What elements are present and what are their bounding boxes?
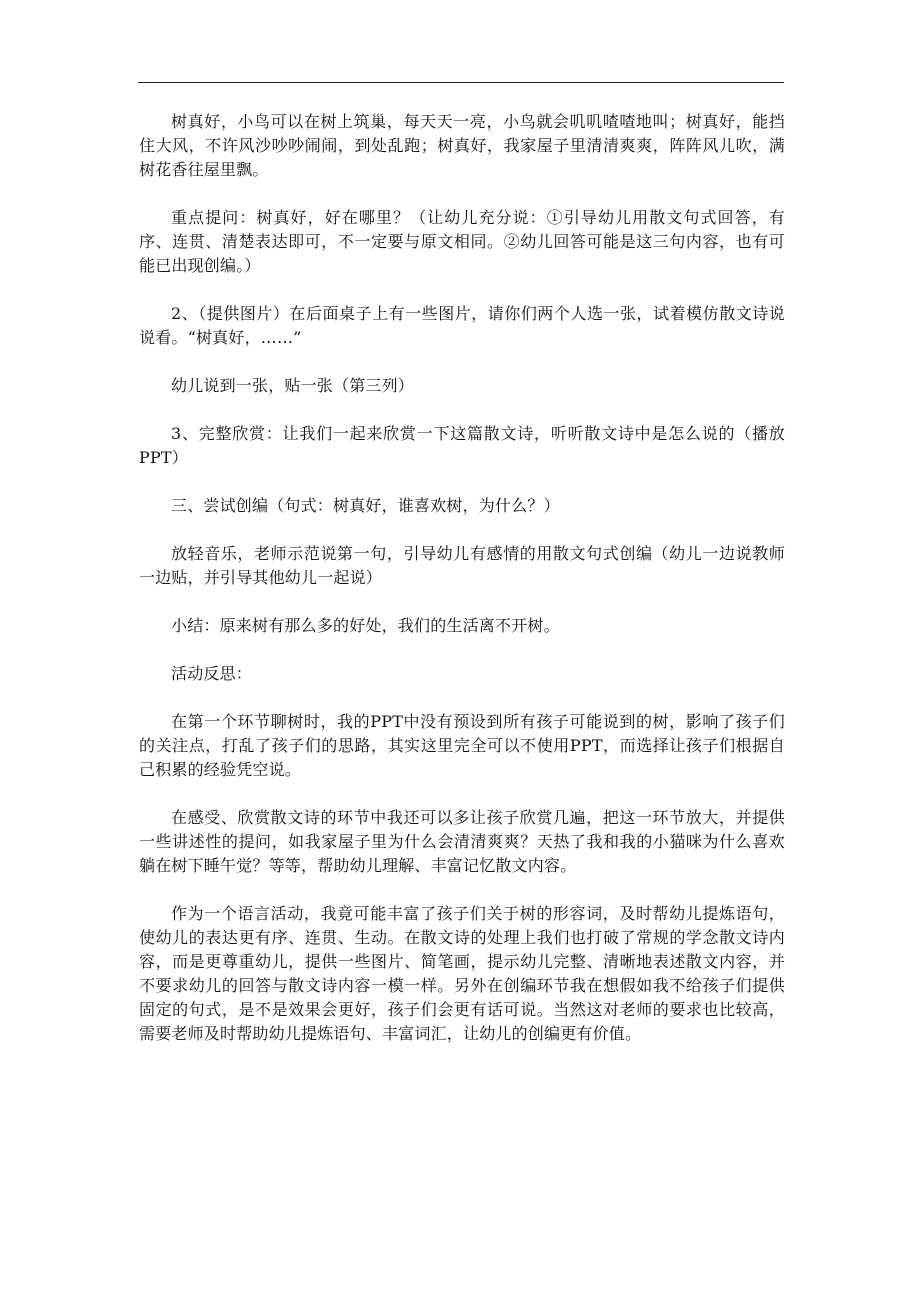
paragraph-reflection-heading: 活动反思： bbox=[171, 664, 253, 683]
paragraph-reflection-2: 在感受、欣赏散文诗的环节中我还可以多让孩子欣赏几遍，把这一环节放大，并提供一些讲述性的提问，如我家屋子里为什么会清清爽爽？天热了我和我的小猫咪为什么喜欢躺在树下睡午觉？等等，帮助幼儿理解、丰富记忆散文内容。 bbox=[139, 808, 785, 875]
paragraph-poem-excerpt: 树真好，小鸟可以在树上筑巢，每天天一亮，小鸟就会叽叽喳喳地叫；树真好，能挡住大风，不许风沙吵吵闹闹，到处乱跑；树真好，我家屋子里清清爽爽，阵阵风儿吹，满树花香往屋里飘。 bbox=[139, 112, 785, 179]
paragraph-reflection-1: 在第一个环节聊树时，我的PPT中没有预设到所有孩子可能说到的树，影响了孩子们的关注点，打乱了孩子们的思路，其实这里完全可以不使用PPT，而选择让孩子们根据自己积累的经验凭空说。 bbox=[139, 712, 785, 779]
paragraph-key-question: 重点提问：树真好，好在哪里？（让幼儿充分说：①引导幼儿用散文句式回答，有序、连贯、清楚表达即可，不一定要与原文相同。②幼儿回答可能是这三句内容，也有可能已出现创编。） bbox=[139, 208, 785, 275]
paragraph-reflection-3: 作为一个语言活动，我竟可能丰富了孩子们关于树的形容词，及时帮幼儿提炼语句，使幼儿的表达更有序、连贯、生动。在散文诗的处理上我们也打破了常规的学念散文诗内容，而是更尊重幼儿，提供一些图片、简笔画，提示幼儿完整、清晰地表述散文内容，并不要求幼儿的回答与散文诗内容一模一样。另外在创编环节我在想假如我不给孩子们提供固定的句式，是不是效果会更好，孩子们会更有话可说。当然这对老师的要求也比较高，需要老师及时帮助幼儿提炼语句、丰富词汇，让幼儿的创编更有价值。 bbox=[139, 904, 785, 1043]
header-rule bbox=[138, 82, 784, 83]
paragraph-step-3-appreciation: 3、完整欣赏：让我们一起来欣赏一下这篇散文诗，听听散文诗中是怎么说的（播放PPT） bbox=[139, 424, 785, 467]
paragraph-summary: 小结：原来树有那么多的好处，我们的生活离不开树。 bbox=[171, 616, 560, 635]
paragraph-step-2-pictures: 2、（提供图片）在后面桌子上有一些图片，请你们两个人选一张，试着模仿散文诗说说看。“树真好，……” bbox=[139, 304, 785, 347]
paragraph-music-demo: 放轻音乐，老师示范说第一句，引导幼儿有感情的用散文句式创编（幼儿一边说教师一边贴，并引导其他幼儿一起说） bbox=[139, 544, 785, 587]
document-body bbox=[139, 110, 785, 1070]
paragraph-section-3-heading: 三、尝试创编（句式：树真好，谁喜欢树，为什么？） bbox=[171, 496, 560, 515]
paragraph-child-speaks: 幼儿说到一张，贴一张（第三列） bbox=[171, 376, 415, 395]
